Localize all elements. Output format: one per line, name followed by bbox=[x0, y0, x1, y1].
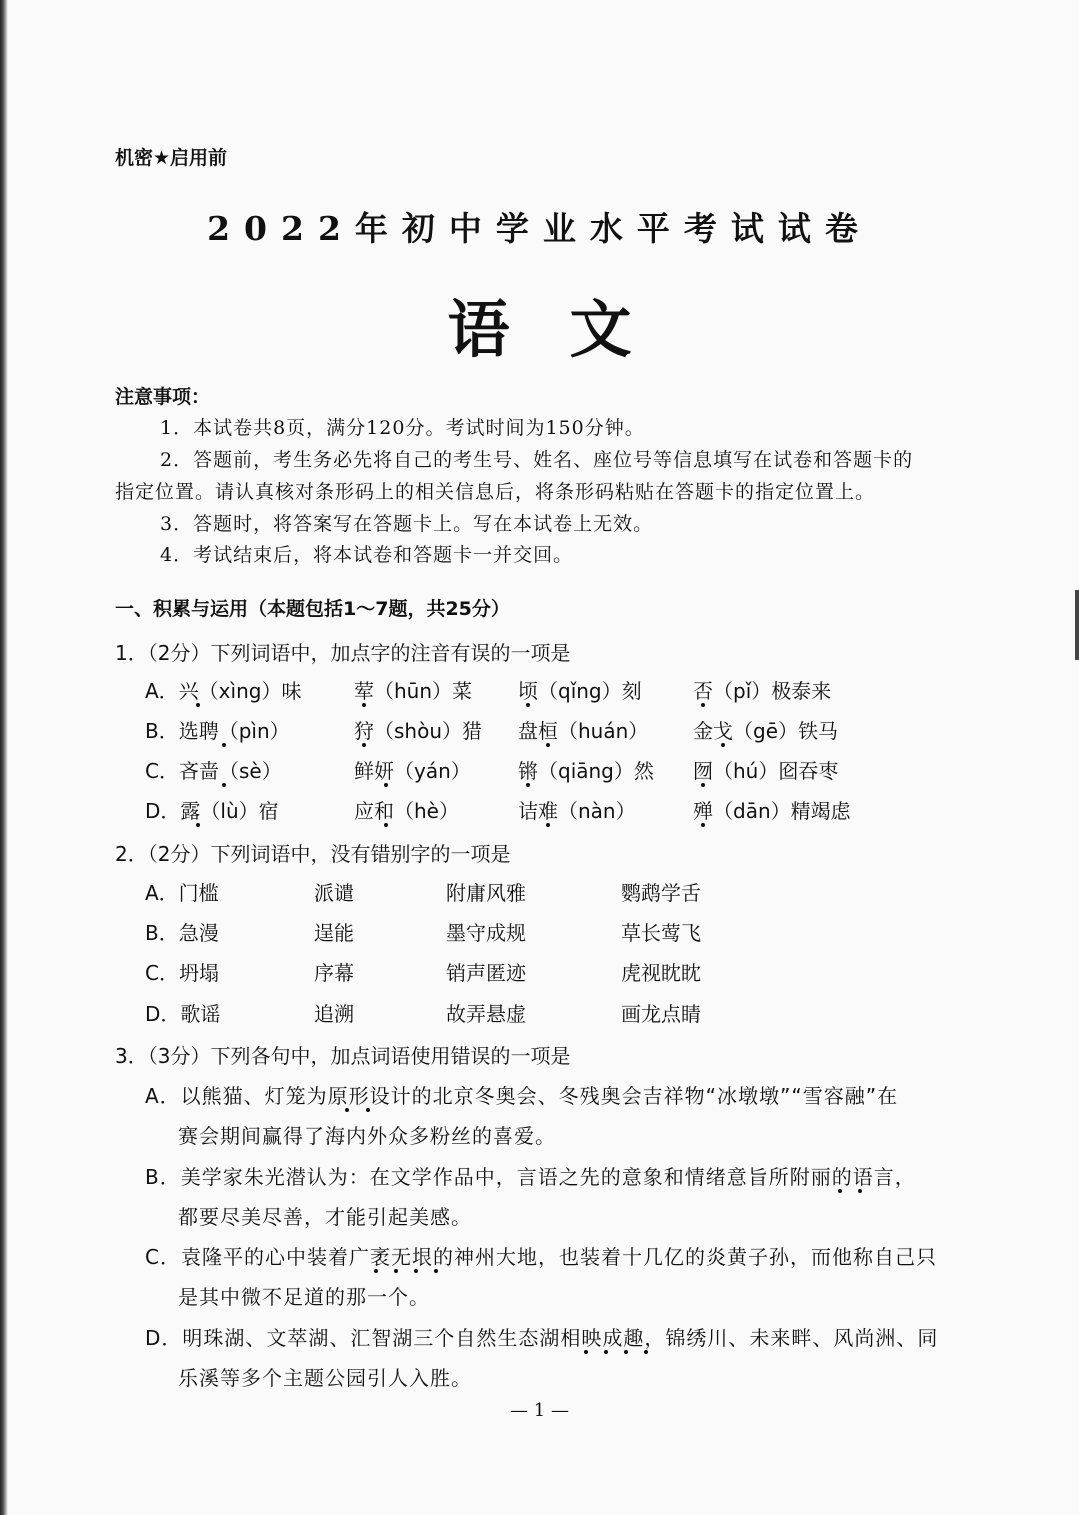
emphasis-dot bbox=[196, 703, 200, 707]
question-2-stem: 2．（2分）下列词语中，没有错别字的一项是 bbox=[115, 842, 511, 866]
emphasis-dot bbox=[604, 1350, 608, 1354]
emphasis-dot bbox=[362, 743, 366, 747]
q2-option-c-2: 序幕 bbox=[314, 961, 354, 985]
emphasis-dot bbox=[721, 743, 725, 747]
q1-option-b-2: 狩（shòu）猎 bbox=[354, 719, 483, 743]
q3-option-c-line2: 是其中微不足道的那一个。 bbox=[178, 1285, 430, 1309]
q1-option-c-2: 鲜妍（yán） bbox=[354, 759, 471, 783]
q1-option-c-3: 锵（qiāng）然 bbox=[518, 759, 654, 783]
emphasis-dot bbox=[701, 823, 705, 827]
emphasis-dot bbox=[546, 743, 550, 747]
note-item: 指定位置。请认真核对条形码上的相关信息后，将条形码粘贴在答题卡的指定位置上。 bbox=[115, 481, 876, 503]
q2-option-c-3: 销声匿迹 bbox=[446, 961, 526, 985]
emphasis-dot bbox=[414, 1269, 418, 1273]
q3-option-d-line2: 乐溪等多个主题公园引人入胜。 bbox=[178, 1366, 472, 1390]
emphasis-dot bbox=[374, 1269, 378, 1273]
page-number: — 1 — bbox=[510, 1400, 569, 1421]
exam-title: 2022年初中学业水平考试试卷 bbox=[207, 209, 872, 248]
q2-option-d-4: 画龙点睛 bbox=[621, 1002, 701, 1026]
q1-option-c-1: C．吝啬（sè） bbox=[145, 759, 282, 783]
note-item: 2．答题前，考生务必先将自己的考生号、姓名、座位号等信息填写在试卷和答题卡的 bbox=[160, 449, 914, 471]
emphasis-dot bbox=[644, 1350, 648, 1354]
q2-option-c-4: 虎视眈眈 bbox=[621, 961, 701, 985]
emphasis-dot bbox=[222, 783, 226, 787]
q1-option-d-1: D．露（lù）宿 bbox=[145, 799, 279, 823]
q2-option-a-4: 鹦鹉学舌 bbox=[621, 881, 701, 905]
q1-option-b-1: B．选聘（pìn） bbox=[145, 719, 290, 743]
q1-option-a-2: 荤（hūn）菜 bbox=[354, 679, 473, 703]
emphasis-dot bbox=[858, 1189, 862, 1193]
note-item: 4．考试结束后，将本试卷和答题卡一并交回。 bbox=[160, 544, 574, 566]
emphasis-dot bbox=[345, 1108, 349, 1112]
confidential-label: 机密★启用前 bbox=[115, 147, 228, 169]
emphasis-dot bbox=[394, 1269, 398, 1273]
emphasis-dot bbox=[526, 703, 530, 707]
q1-option-d-3: 诘难（nàn） bbox=[518, 799, 636, 823]
scan-edge-mark bbox=[1075, 590, 1079, 660]
q2-option-d-3: 故弄悬虚 bbox=[446, 1002, 526, 1026]
q2-option-b-3: 墨守成规 bbox=[446, 921, 526, 945]
q3-option-b-line1: B．美学家朱光潜认为：在文学作品中，言语之先的意象和情绪意旨所附丽的语言， bbox=[145, 1165, 916, 1189]
emphasis-dot bbox=[362, 703, 366, 707]
q1-option-b-3: 盘桓（huán） bbox=[518, 719, 649, 743]
q1-option-d-2: 应和（hè） bbox=[354, 799, 459, 823]
section-heading: 一、积累与运用（本题包括1～7题，共25分） bbox=[115, 598, 510, 620]
q2-option-a-3: 附庸风雅 bbox=[446, 881, 526, 905]
q3-option-b-line2: 都要尽美尽善，才能引起美感。 bbox=[178, 1205, 472, 1229]
q2-option-b-2: 逞能 bbox=[314, 921, 354, 945]
emphasis-dot bbox=[366, 1108, 370, 1112]
emphasis-dot bbox=[384, 783, 388, 787]
q2-option-d-1: D．歌谣 bbox=[145, 1002, 221, 1026]
emphasis-dot bbox=[701, 783, 705, 787]
emphasis-dot bbox=[196, 823, 200, 827]
q1-option-a-4: 否（pǐ）极泰来 bbox=[693, 679, 832, 703]
question-3-stem: 3．（3分）下列各句中，加点词语使用错误的一项是 bbox=[115, 1044, 571, 1068]
q3-option-a-line1: A．以熊猫、灯笼为原形设计的北京冬奥会、冬残奥会吉祥物“冰墩墩”“雪容融”在 bbox=[145, 1084, 899, 1108]
emphasis-dot bbox=[624, 1350, 628, 1354]
q3-option-c-line1: C．袁隆平的心中装着广袤无垠的神州大地，也装着十几亿的炎黄子孙，而他称自己只 bbox=[145, 1245, 937, 1269]
q2-option-b-4: 草长莺飞 bbox=[621, 921, 701, 945]
emphasis-dot bbox=[434, 1269, 438, 1273]
note-item: 3．答题时，将答案写在答题卡上。写在本试卷上无效。 bbox=[160, 513, 654, 535]
notes-heading: 注意事项： bbox=[115, 386, 211, 408]
emphasis-dot bbox=[526, 783, 530, 787]
emphasis-dot bbox=[222, 743, 226, 747]
note-item: 1．本试卷共8页，满分120分。考试时间为150分钟。 bbox=[160, 417, 645, 439]
emphasis-dot bbox=[384, 823, 388, 827]
emphasis-dot bbox=[546, 823, 550, 827]
question-1-stem: 1．（2分）下列词语中，加点字的注音有误的一项是 bbox=[115, 641, 571, 665]
q3-option-d-line1: D．明珠湖、文萃湖、汇智湖三个自然生态湖相映成趣，锦绣川、未来畔、风尚洲、同 bbox=[145, 1326, 939, 1350]
q2-option-c-1: C．坍塌 bbox=[145, 961, 219, 985]
q2-option-a-1: A．门槛 bbox=[145, 881, 219, 905]
q2-option-d-2: 追溯 bbox=[314, 1002, 354, 1026]
q1-option-b-4: 金戈（gē）铁马 bbox=[693, 719, 838, 743]
q1-option-d-4: 殚（dān）精竭虑 bbox=[693, 799, 851, 823]
q2-option-a-2: 派谴 bbox=[314, 881, 354, 905]
q1-option-a-1: A．兴（xìng）味 bbox=[145, 679, 302, 703]
subject-title: 语文 bbox=[447, 293, 692, 366]
emphasis-dot bbox=[584, 1350, 588, 1354]
q1-option-c-4: 囫（hú）囵吞枣 bbox=[693, 759, 839, 783]
q3-option-a-line2: 赛会期间赢得了海内外众多粉丝的喜爱。 bbox=[178, 1124, 556, 1148]
q1-option-a-3: 顷（qǐng）刻 bbox=[518, 679, 642, 703]
q2-option-b-1: B．急漫 bbox=[145, 921, 219, 945]
emphasis-dot bbox=[701, 703, 705, 707]
emphasis-dot bbox=[838, 1189, 842, 1193]
